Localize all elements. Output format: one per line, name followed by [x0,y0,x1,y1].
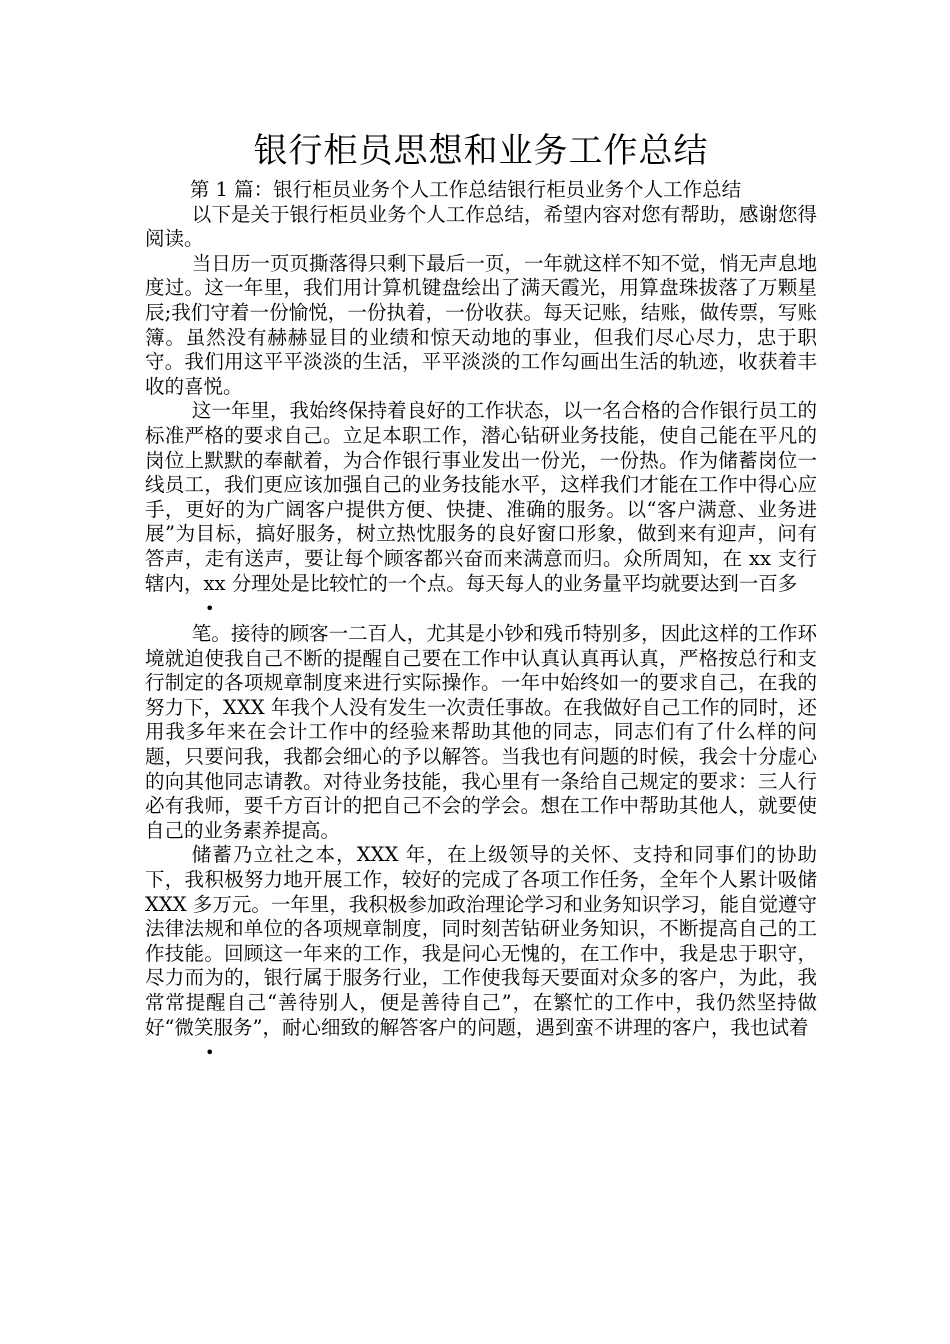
bullet-marker: • [205,599,215,619]
paragraph-1: 当日历一页页撕落得只剩下最后一页，一年就这样不知不觉，悄无声息地度过。这一年里，我们用计算机键盘绘出了满天霞光，用算盘珠拔落了万颗星辰;我们守着一份愉悦，一份执着，一份收获。每天记账，结账，做传票，写账簿。虽然没有赫赫显目的业绩和惊天动地的事业，但我们尽心尽力，忠于职守。我们用这平平淡淡的生活，平平淡淡的工作勾画出生活的轨迹，收获着丰收的喜悦。 [145,251,817,398]
paragraph-3: 笔。接待的顾客一二百人，尤其是小钞和残币特别多，因此这样的工作环境就迫使我自己不断的提醒自己要在工作中认真认真再认真，严格按总行和支行制定的各项规章制度来进行实际操作。一年中始终如一的要求自己，在我的努力下，XXX 年我个人没有发生一次责任事故。在我做好自己工作的同时，还用我多年来在会计工作中的经验来帮助其他的同志，同志们有了什么样的问题，只要问我，我都会细心的予以解答。当我也有问题的时候，我会十分虚心的向其他同志请教。对待业务技能，我心里有一条给自己规定的要求：三人行必有我师，要千方百计的把自己不会的学会。想在工作中帮助其他人，就要使自己的业务素养提高。 [145,622,817,842]
paragraph-4: 储蓄乃立社之本，XXX 年，在上级领导的关怀、支持和同事们的协助下，我积极努力地开展工作，较好的完成了各项工作任务，全年个人累计吸储 XXX 多万元。一年里，我积极参加政治理论学习和业务知识学习，能自觉遵守法律法规和单位的各项规章制度，同时刻苦钻研业务知识，不断提高自己的工作技能。回顾这一年来的工作，我是问心无愧的，在工作中，我是忠于职守，尽力而为的，银行属于服务行业，工作使我每天要面对众多的客户，为此，我常常提醒自己“善待别人，便是善待自己”，在繁忙的工作中，我仍然坚持做好“微笑服务”，耐心细致的解答客户的问题，遇到蛮不讲理的客户，我也试着 [145,843,817,1039]
page-title: 银行柜员思想和业务工作总结 [253,131,709,171]
document-page [145,128,817,1066]
paragraph-2: 这一年里，我始终保持着良好的工作状态，以一名合格的合作银行员工的标准严格的要求自己。立足本职工作，潜心钻研业务技能，使自己能在平凡的岗位上默默的奉献着，为合作银行事业发出一份光，一份热。作为储蓄岗位一线员工，我们更应该加强自己的业务技能水平，这样我们才能在工作中得心应手，更好的为广阔客户提供方便、快捷、准确的服务。以“客户满意、业务进展”为目标，搞好服务，树立热忱服务的良好窗口形象，做到来有迎声，问有答声，走有送声，要让每个顾客都兴奋而来满意而归。众所周知，在 xx 支行辖内，xx 分理处是比较忙的一个点。每天每人的业务量平均就要达到一百多 [145,399,817,595]
chapter-heading: 第 1 篇：银行柜员业务个人工作总结银行柜员业务个人工作总结 [189,178,742,201]
paragraph-intro: 以下是关于银行柜员业务个人工作总结，希望内容对您有帮助，感谢您得阅读。 [145,202,817,251]
bullet-marker: • [205,1043,215,1063]
